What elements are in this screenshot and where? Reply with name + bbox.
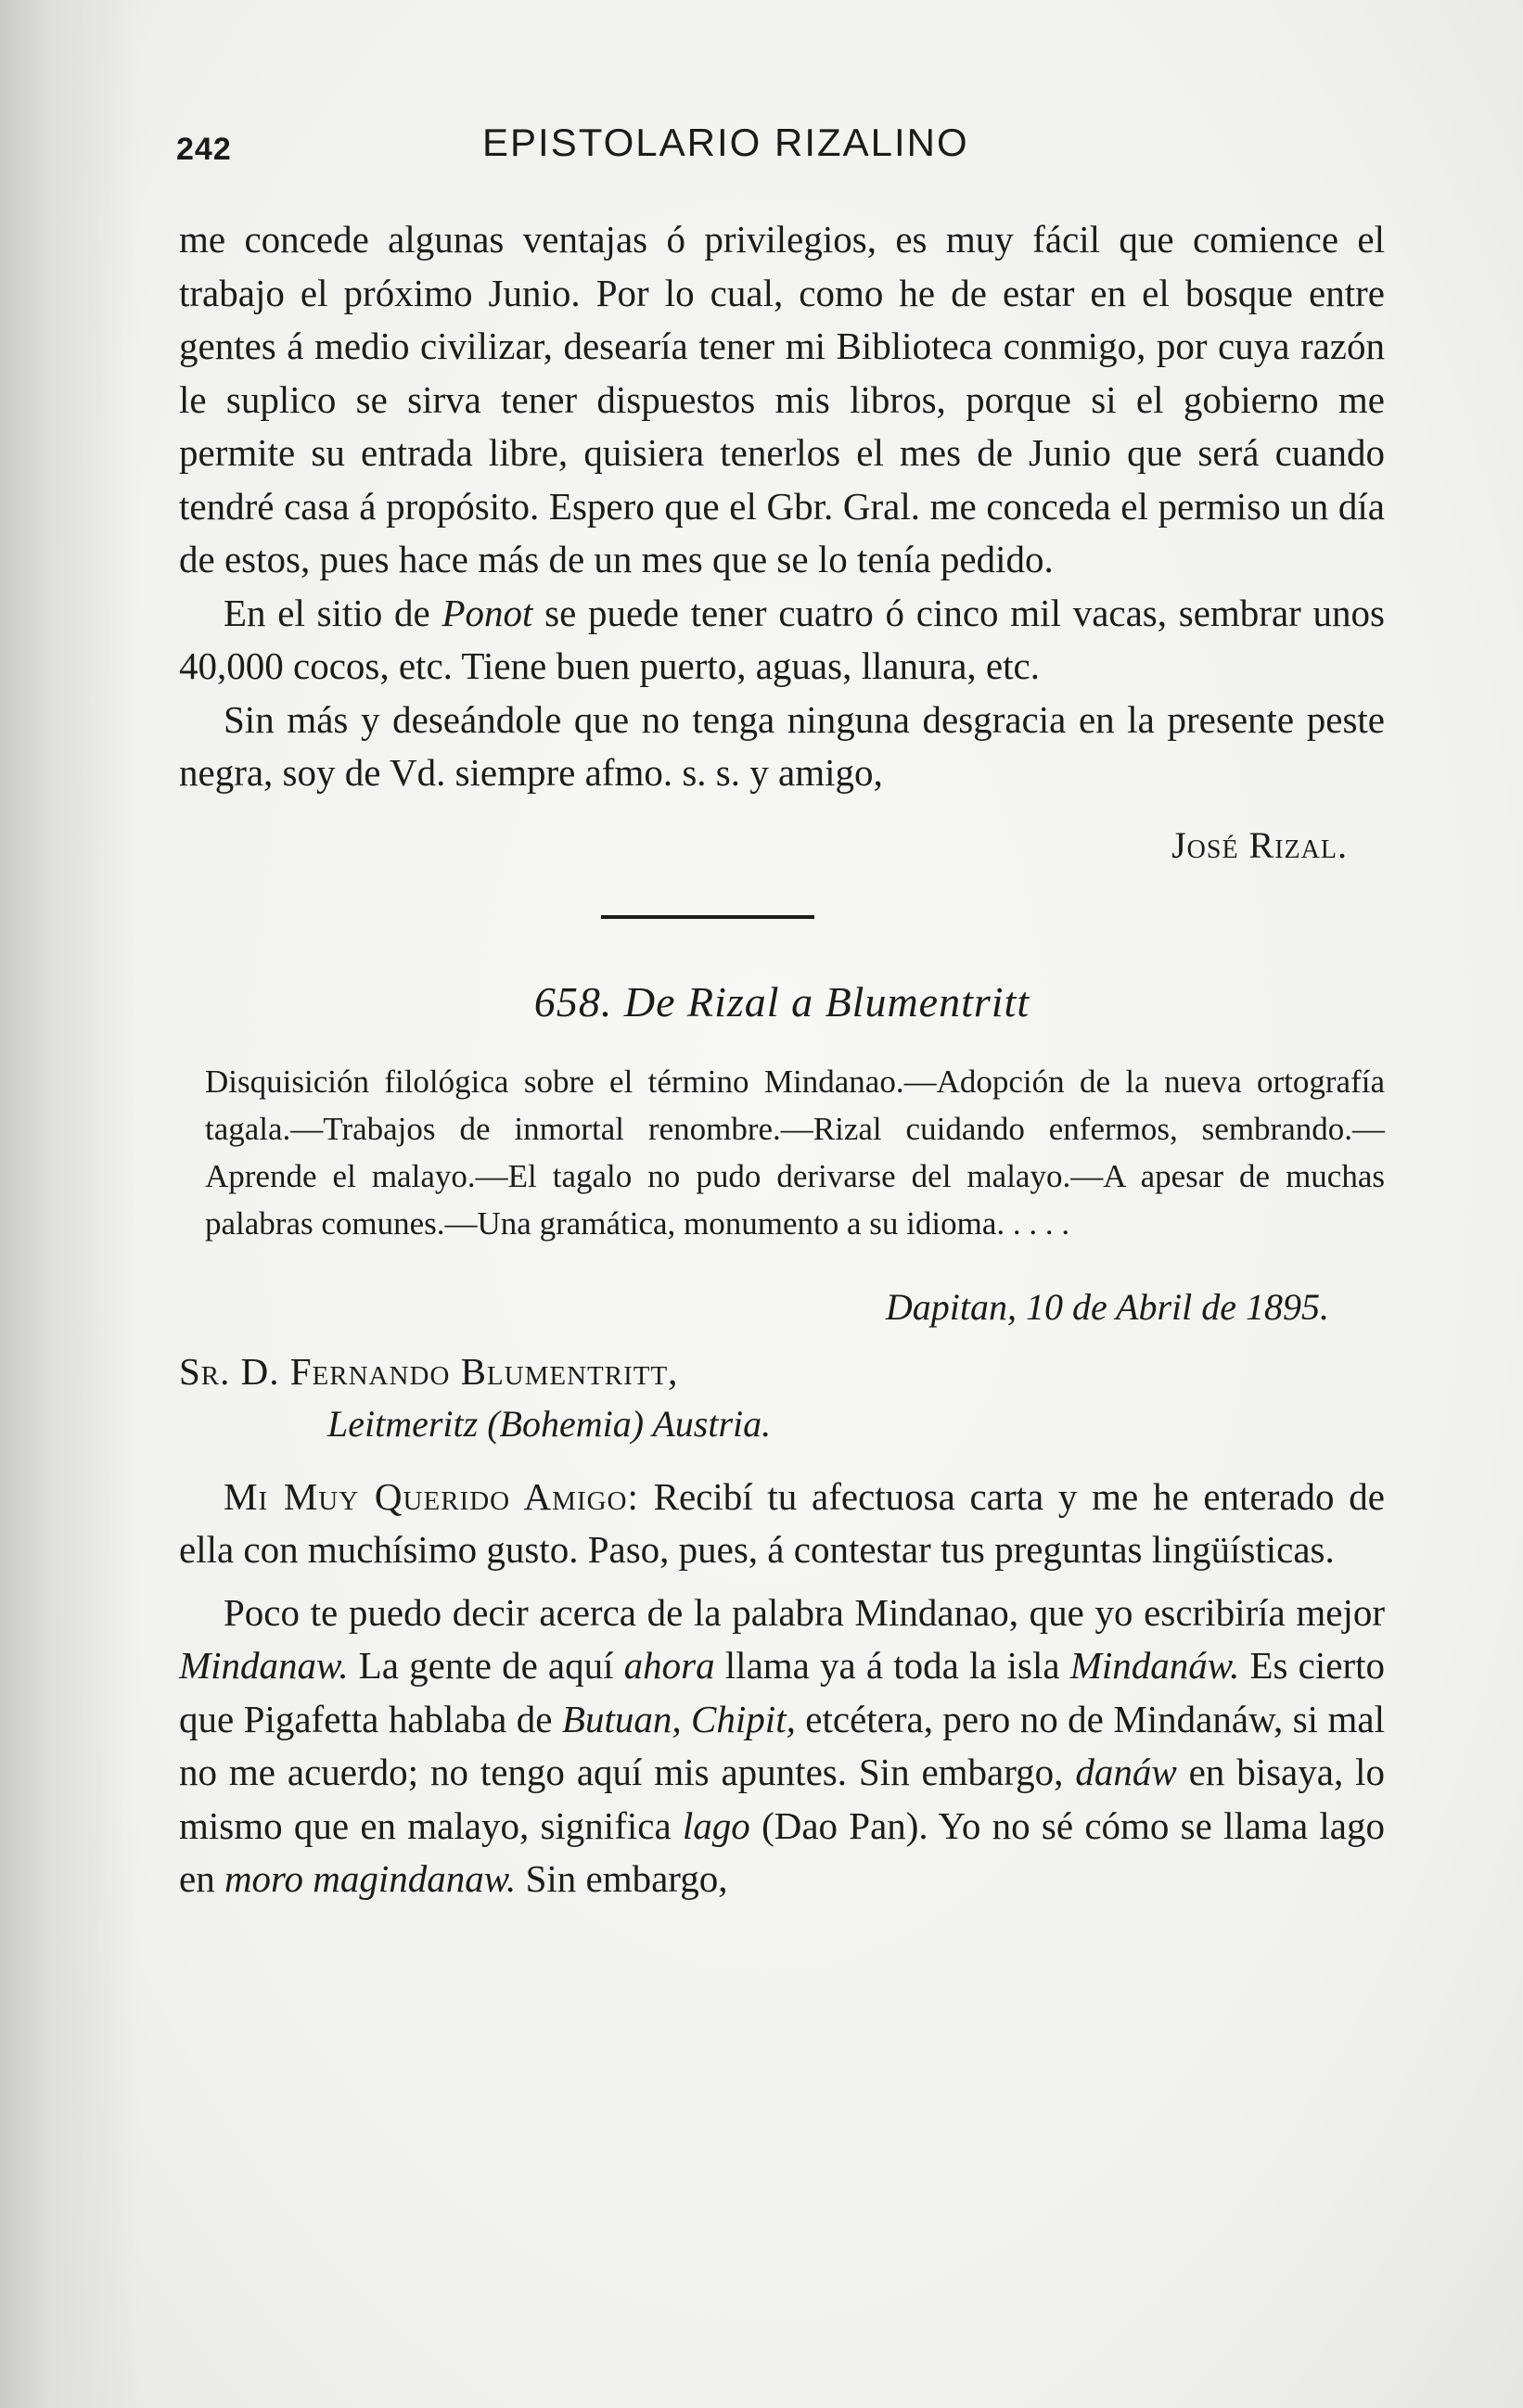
signature: José Rizal. [1171,823,1348,866]
paragraph-text: (Dao Pan). Yo no sé cómo se llama lago en [179,1803,1385,1900]
recipient-address: Leitmeritz (Bohemia) Austria. [327,1402,772,1445]
paragraph-text: llama ya á toda la isla [714,1644,1070,1687]
paragraph-text: La gente de aquí [348,1644,624,1687]
place-date: Dapitan, 10 de Abril de 1895. [885,1285,1329,1328]
paragraph-text: En el sitio de [224,591,442,634]
paragraph-text: se puede tener cuatro ó cinco mil vacas, sembrar unos 40,000 cocos, etc. Tiene buen puerto, aguas, llanura, etc. [179,591,1385,687]
page-header [176,121,1382,176]
place-name: Ponot [442,591,533,634]
letter-summary-block [186,1058,1385,1247]
italic-term: danáw [1075,1751,1177,1793]
page-content [179,213,1385,1906]
paragraph-text: en bisaya, lo mismo que en malayo, significa [179,1751,1385,1847]
letter-title: 658. De Rizal a Blumentritt [533,977,1030,1026]
paragraph-text: etcétera, pero no de Mindanáw, si mal no me acuerdo; no tengo aquí mis apuntes. Sin embargo, [179,1697,1385,1793]
italic-term: moro magindanaw. [224,1857,517,1900]
paragraph-text: Sin embargo, [516,1857,728,1900]
running-head: EPISTOLARIO RIZALINO [482,121,969,164]
paragraph-text: Recibí tu afectuosa carta y me he enterado de ella con muchísimo gusto. Paso, pues, á contestar tus preguntas lingüísticas. [179,1474,1385,1571]
italic-term: Mindanaw. [179,1644,349,1687]
salutation: Mi Muy Querido Amigo: [224,1474,639,1518]
paragraph-text: Poco te puedo decir acerca de la palabra Mindanao, que yo escribiría mejor [224,1590,1385,1634]
letter-paragraph-1 [179,1471,1385,1577]
italic-term: lago [682,1803,750,1847]
letter-paragraph-2 [179,1586,1385,1906]
page-number: 242 [176,132,232,167]
section-divider [601,915,814,919]
italic-term: Butuan, Chipit, [561,1697,796,1740]
continuation-paragraph-2 [179,587,1385,694]
letter-summary: Disquisición filológica sobre el término Mindanao.—Adopción de la nueva ortografía tagala.—Trabajos de inmortal renombre.—Rizal cuidando enfermos, sembrando.—Aprende el malayo.—El tagalo no pudo derivarse del malayo.—A apesar de muchas palabras comunes.—Una gramática, monumento a su idioma. . . . . [205,1063,1385,1242]
continuation-paragraph-3: Sin más y deseándole que no tenga ninguna desgracia en la presente peste negra, soy de Vd. siempre afmo. s. s. y amigo, [179,697,1385,794]
recipient-name: Sr. D. Fernando Blumentritt, [179,1349,679,1393]
italic-term: ahora [623,1644,715,1687]
italic-term: Mindanáw. [1069,1644,1240,1687]
page-edge-shadow [0,0,139,2408]
continuation-paragraph-1: me concede algunas ventajas ó privilegios, es muy fácil que comience el trabajo el próximo Junio. Por lo cual, como he de estar en el bosque entre gentes á medio civilizar, desearía tener mi Biblioteca conmigo, por cuya razón le suplico se sirva tener dispuestos mis libros, porque si el gobierno me permite su entrada libre, quisiera tenerlos el mes de Junio que será cuando tendré casa á propósito. Espero que el Gbr. Gral. me conceda el permiso un día de estos, pues hace más de un mes que se lo tenía pedido. [179,218,1385,580]
paragraph-text: Es cierto que Pigafetta hablaba de [179,1644,1385,1740]
